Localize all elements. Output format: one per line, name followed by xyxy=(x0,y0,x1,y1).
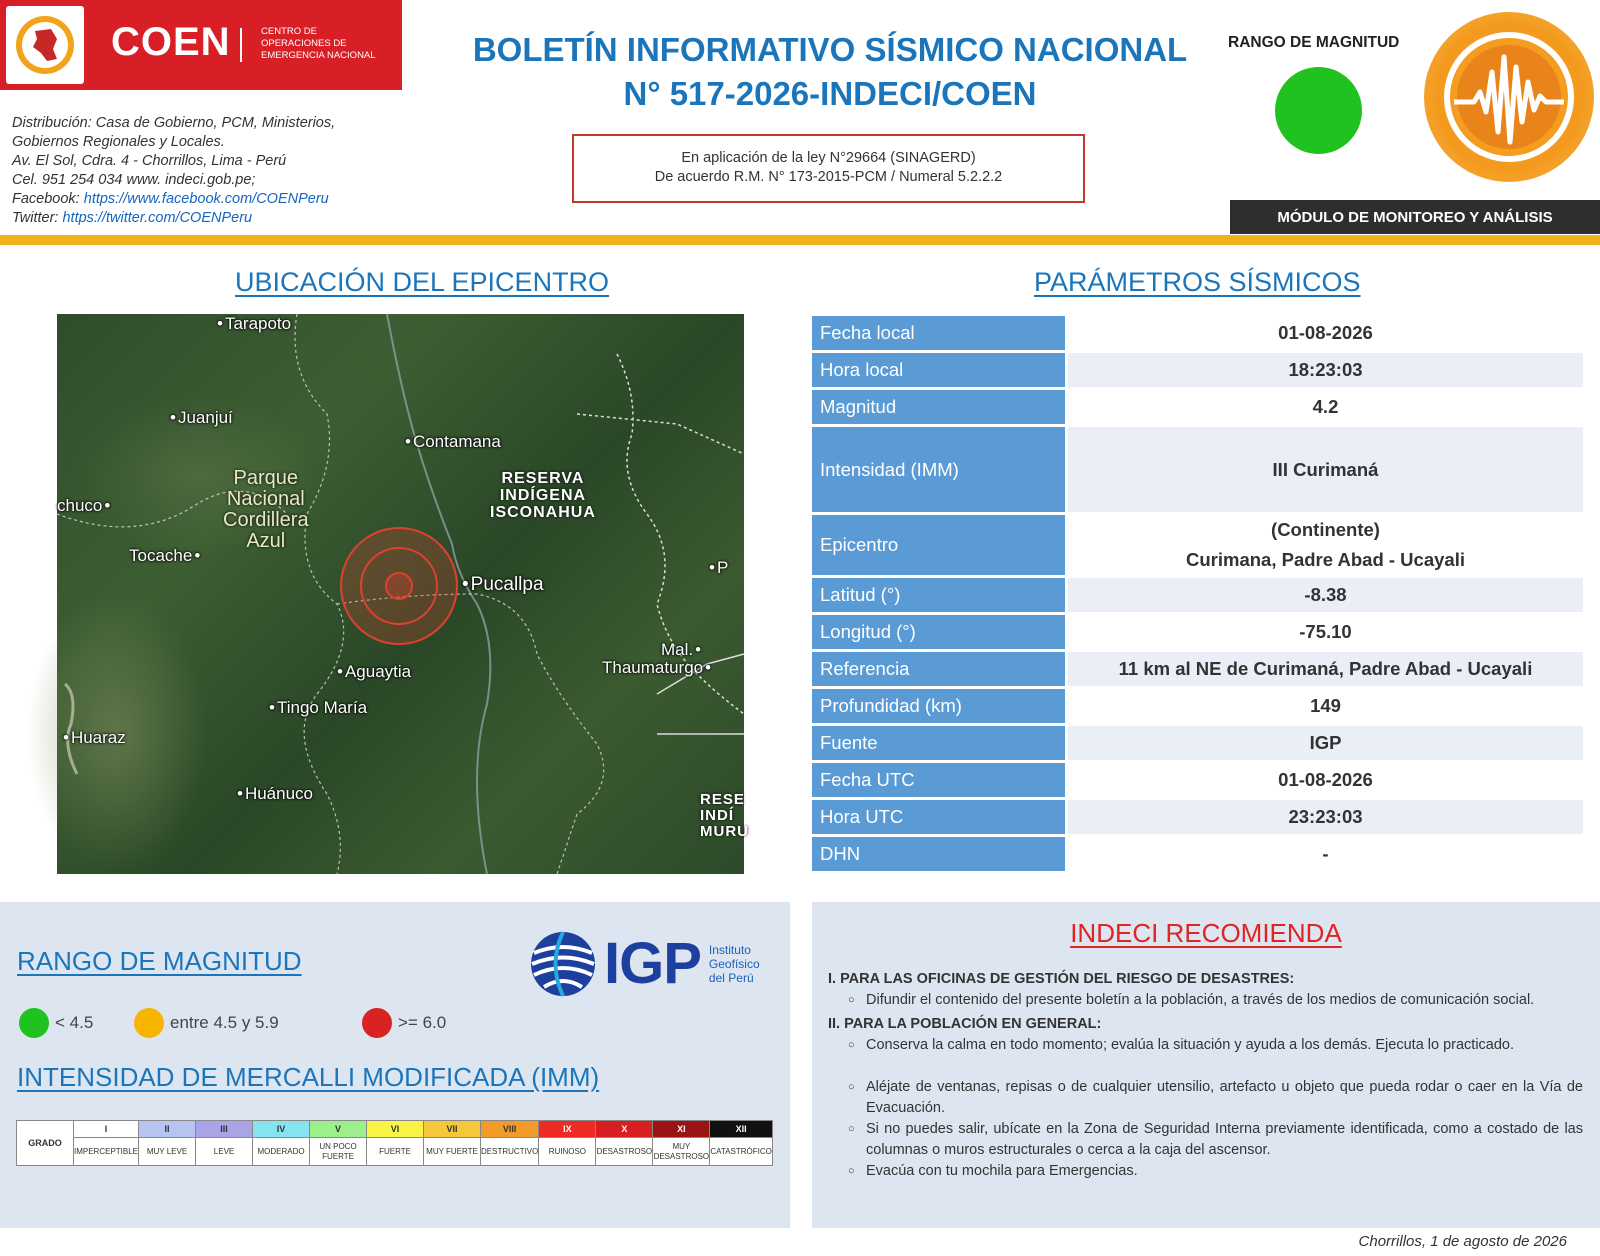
seismic-params-title: PARÁMETROS SÍSMICOS xyxy=(1034,267,1361,297)
legend-label: entre 4.5 y 5.9 xyxy=(170,1013,279,1032)
map-city-mal: Mal. • xyxy=(661,640,701,660)
imm-title: INTENSIDAD DE MERCALLI MODIFICADA (IMM) xyxy=(17,1062,600,1092)
epicenter-zone: (Continente) xyxy=(1271,519,1380,540)
imm-level-name: DESASTROSO xyxy=(596,1138,653,1166)
legend-dot-yellow xyxy=(134,1008,164,1038)
igp-subtitle-line: Geofísico xyxy=(708,956,760,971)
imm-level-name: FUERTE xyxy=(367,1138,424,1166)
param-label: Intensidad (IMM) xyxy=(812,427,1068,512)
rec-list-offices xyxy=(828,990,1583,1011)
magnitude-legend-title: RANGO DE MAGNITUD xyxy=(17,946,302,976)
facebook-link[interactable]: https://www.facebook.com/COENPeru xyxy=(83,191,329,207)
recommendations-title: INDECI RECOMIENDA xyxy=(1070,918,1342,948)
logo-divider xyxy=(240,28,242,62)
map-city-pucallpa: • Pucallpa xyxy=(462,574,544,596)
map-city-huanuco: • Huánuco xyxy=(237,784,313,804)
contact-line: Cel. 951 254 034 www. indeci.gob.pe; xyxy=(12,172,256,188)
facebook-label: Facebook: xyxy=(12,191,84,207)
legend-item-high xyxy=(362,1008,446,1038)
legend-label: >= 6.0 xyxy=(398,1013,447,1032)
imm-level-name: RUINOSO xyxy=(539,1138,596,1166)
param-value: -75.10 xyxy=(1068,615,1583,649)
table-row xyxy=(812,800,1583,834)
param-value: IGP xyxy=(1068,726,1583,760)
table-row xyxy=(812,615,1583,649)
imm-level-name: IMPERCEPTIBLE xyxy=(74,1138,139,1166)
imm-grade-label: GRADO xyxy=(17,1121,74,1166)
map-park-cordillera-azul xyxy=(223,468,309,552)
param-value: 11 km al NE de Curimaná, Padre Abad - Ucayali xyxy=(1068,652,1583,686)
region-line: ISCONAHUA xyxy=(490,504,596,521)
table-row xyxy=(812,427,1583,512)
param-label: Hora local xyxy=(812,353,1068,387)
param-value: 01-08-2026 xyxy=(1068,316,1583,350)
legend-dot-red xyxy=(362,1008,392,1038)
imm-level-roman: XI xyxy=(653,1121,710,1138)
param-value: 01-08-2026 xyxy=(1068,763,1583,797)
igp-subtitle-line: Instituto xyxy=(708,942,751,957)
param-label: Hora UTC xyxy=(812,800,1068,834)
address-line: Av. El Sol, Cdra. 4 - Chorrillos, Lima - Perú xyxy=(12,153,287,169)
list-item: ○ Evacúa con tu mochila para Emergencias. xyxy=(848,1161,1583,1182)
legend-label: < 4.5 xyxy=(55,1013,94,1032)
distribution-line: Distribución: Casa de Gobierno, PCM, Ministerios, xyxy=(12,115,336,131)
imm-name-row xyxy=(17,1138,773,1166)
coen-subtitle xyxy=(261,26,401,62)
distribution-info xyxy=(12,114,402,228)
magnitude-range-indicator xyxy=(1275,67,1362,154)
param-value: 4.2 xyxy=(1068,390,1583,424)
imm-level-name: LEVE xyxy=(196,1138,253,1166)
map-city-edge: • P xyxy=(709,558,728,578)
table-row xyxy=(812,316,1583,350)
list-item: ○ Conserva la calma en todo momento; evalúa la situación y ayuda a los demás. Ejecuta lo practicado. xyxy=(848,1035,1583,1056)
twitter-line xyxy=(12,209,402,228)
igp-globe-icon xyxy=(530,931,596,997)
map-city-aguaytia: • Aguaytia xyxy=(337,662,411,682)
park-line: Cordillera xyxy=(223,509,309,531)
imm-level-roman: IV xyxy=(253,1121,310,1138)
distribution-line: Gobiernos Regionales y Locales. xyxy=(12,134,225,150)
imm-level-name: CATASTRÓFICO xyxy=(710,1138,772,1166)
param-value-epicenter xyxy=(1068,515,1583,575)
table-row xyxy=(812,652,1583,686)
igp-subtitle xyxy=(709,943,760,985)
imm-level-name: MUY DESASTROSO xyxy=(653,1138,710,1166)
twitter-label: Twitter: xyxy=(12,210,63,226)
coen-subtitle-line: OPERACIONES DE xyxy=(261,38,347,49)
law-line: En aplicación de la ley N°29664 (SINAGERD) xyxy=(681,150,976,166)
imm-level-roman: VI xyxy=(367,1121,424,1138)
map-city-contamana: • Contamana xyxy=(405,432,501,452)
map-city-tingo-maria: • Tingo María xyxy=(269,698,367,718)
imm-level-name: MUY FUERTE xyxy=(424,1138,481,1166)
imm-level-name: MODERADO xyxy=(253,1138,310,1166)
imm-scale-table xyxy=(16,1120,773,1166)
param-value: 18:23:03 xyxy=(1068,353,1583,387)
table-row xyxy=(812,515,1583,575)
param-value: 149 xyxy=(1068,689,1583,723)
table-row xyxy=(812,353,1583,387)
list-item: ○ Difundir el contenido del presente boletín a la población, a través de los medios de comunicación social. xyxy=(848,990,1583,1011)
header-divider xyxy=(0,235,1600,245)
law-line: De acuerdo R.M. N° 173-2015-PCM / Numeral 5.2.2.2 xyxy=(654,169,1003,185)
facebook-line xyxy=(12,190,402,209)
param-value: III Curimaná xyxy=(1068,427,1583,512)
imm-level-roman: VII xyxy=(424,1121,481,1138)
park-line: Parque xyxy=(233,467,299,489)
param-label: Fuente xyxy=(812,726,1068,760)
param-value: 23:23:03 xyxy=(1068,800,1583,834)
rec-section-heading: II. PARA LA POBLACIÓN EN GENERAL: xyxy=(828,1016,1102,1032)
title-line: BOLETÍN INFORMATIVO SÍSMICO NACIONAL xyxy=(472,31,1188,68)
param-label: DHN xyxy=(812,837,1068,871)
park-line: Nacional xyxy=(226,488,305,510)
list-item: ○ Aléjate de ventanas, repisas o de cualquier utensilio, artefacto u objeto que pueda rodar o caer en la Vía de Evacuación. xyxy=(848,1077,1583,1119)
imm-level-roman: IX xyxy=(539,1121,596,1138)
seismic-params-table xyxy=(812,313,1583,874)
param-value: - xyxy=(1068,837,1583,871)
peru-shield-icon xyxy=(6,6,84,84)
region-line: RESERVA xyxy=(501,470,585,487)
map-city-juanjui: • Juanjuí xyxy=(170,408,233,428)
epicenter-title: UBICACIÓN DEL EPICENTRO xyxy=(235,267,610,297)
imm-level-roman: VIII xyxy=(481,1121,539,1138)
list-item: ○ Si no puedes salir, ubícate en la Zona de Seguridad Interna previamente identificada, como a costado de las columnas o muros estructurales o cerca a la caja del ascensor. xyxy=(848,1119,1583,1161)
seismograph-icon xyxy=(1424,12,1594,182)
coen-wordmark: COEN xyxy=(111,20,231,64)
map-city-tocache: Tocache • xyxy=(129,546,200,566)
epicenter-inner-ring xyxy=(386,573,412,599)
legend-panel xyxy=(0,902,790,1228)
twitter-link[interactable]: https://twitter.com/COENPeru xyxy=(62,210,253,226)
coen-subtitle-line: EMERGENCIA NACIONAL xyxy=(261,50,376,61)
imm-roman-row xyxy=(17,1121,773,1138)
imm-level-name: DESTRUCTIVO xyxy=(481,1138,539,1166)
map-city-chucuo: chuco • xyxy=(57,496,110,516)
imm-level-roman: I xyxy=(74,1121,139,1138)
imm-level-roman: XII xyxy=(710,1121,772,1138)
table-row xyxy=(812,390,1583,424)
legend-item-mid xyxy=(134,1008,279,1038)
recommendations-panel xyxy=(812,902,1600,1228)
map-city-huaraz: • Huaraz xyxy=(63,728,126,748)
igp-wordmark: IGP xyxy=(604,931,701,996)
park-line: Azul xyxy=(246,530,286,552)
epicenter-map[interactable] xyxy=(57,314,749,874)
param-label: Profundidad (km) xyxy=(812,689,1068,723)
param-label: Longitud (°) xyxy=(812,615,1068,649)
table-row xyxy=(812,763,1583,797)
table-row xyxy=(812,689,1583,723)
map-city-thaumaturgo: Thaumaturgo • xyxy=(602,658,711,678)
imm-level-roman: V xyxy=(310,1121,367,1138)
imm-level-roman: III xyxy=(196,1121,253,1138)
bulletin-number: N° 517-2026-INDECI/COEN xyxy=(623,75,1037,112)
igp-subtitle-line: del Perú xyxy=(708,970,754,985)
legend-dot-green xyxy=(19,1008,49,1038)
map-region-murunahua xyxy=(700,792,749,840)
region-line: INDÍ xyxy=(700,807,734,824)
rec-section-heading: I. PARA LAS OFICINAS DE GESTIÓN DEL RIESGO DE DESASTRES: xyxy=(828,971,1295,987)
param-label: Fecha local xyxy=(812,316,1068,350)
param-value: -8.38 xyxy=(1068,578,1583,612)
coen-logo-banner xyxy=(0,0,402,90)
map-city-tarapoto: • Tarapoto xyxy=(217,314,291,334)
legend-item-low xyxy=(19,1008,93,1038)
imm-level-roman: X xyxy=(596,1121,653,1138)
param-label: Fecha UTC xyxy=(812,763,1068,797)
epicenter-place: Curimana, Padre Abad - Ucayali xyxy=(1186,549,1465,570)
param-label: Referencia xyxy=(812,652,1068,686)
rec-list-population xyxy=(828,1035,1583,1182)
map-terrain xyxy=(57,314,744,874)
table-row xyxy=(812,726,1583,760)
coen-subtitle-line: CENTRO DE xyxy=(261,26,317,37)
imm-level-roman: II xyxy=(139,1121,196,1138)
param-label: Latitud (°) xyxy=(812,578,1068,612)
region-line: INDÍGENA xyxy=(499,487,587,504)
table-row xyxy=(812,578,1583,612)
param-label: Magnitud xyxy=(812,390,1068,424)
monitoring-module-bar: MÓDULO DE MONITOREO Y ANÁLISIS xyxy=(1230,200,1600,234)
imm-level-name: MUY LEVE xyxy=(139,1138,196,1166)
region-line: RESE xyxy=(700,791,745,808)
imm-level-name: UN POCO FUERTE xyxy=(310,1138,367,1166)
magnitude-range-label: RANGO DE MAGNITUD xyxy=(1228,34,1400,51)
map-region-isconahua xyxy=(490,470,596,521)
table-row xyxy=(812,837,1583,871)
igp-logo xyxy=(530,930,760,997)
bulletin-title xyxy=(440,28,1220,116)
recommendations-body xyxy=(828,966,1583,1182)
footer-date: Chorrillos, 1 de agosto de 2026 xyxy=(1358,1233,1567,1250)
param-label: Epicentro xyxy=(812,515,1068,575)
law-reference-box xyxy=(572,134,1085,203)
region-line: MURU xyxy=(700,823,749,840)
